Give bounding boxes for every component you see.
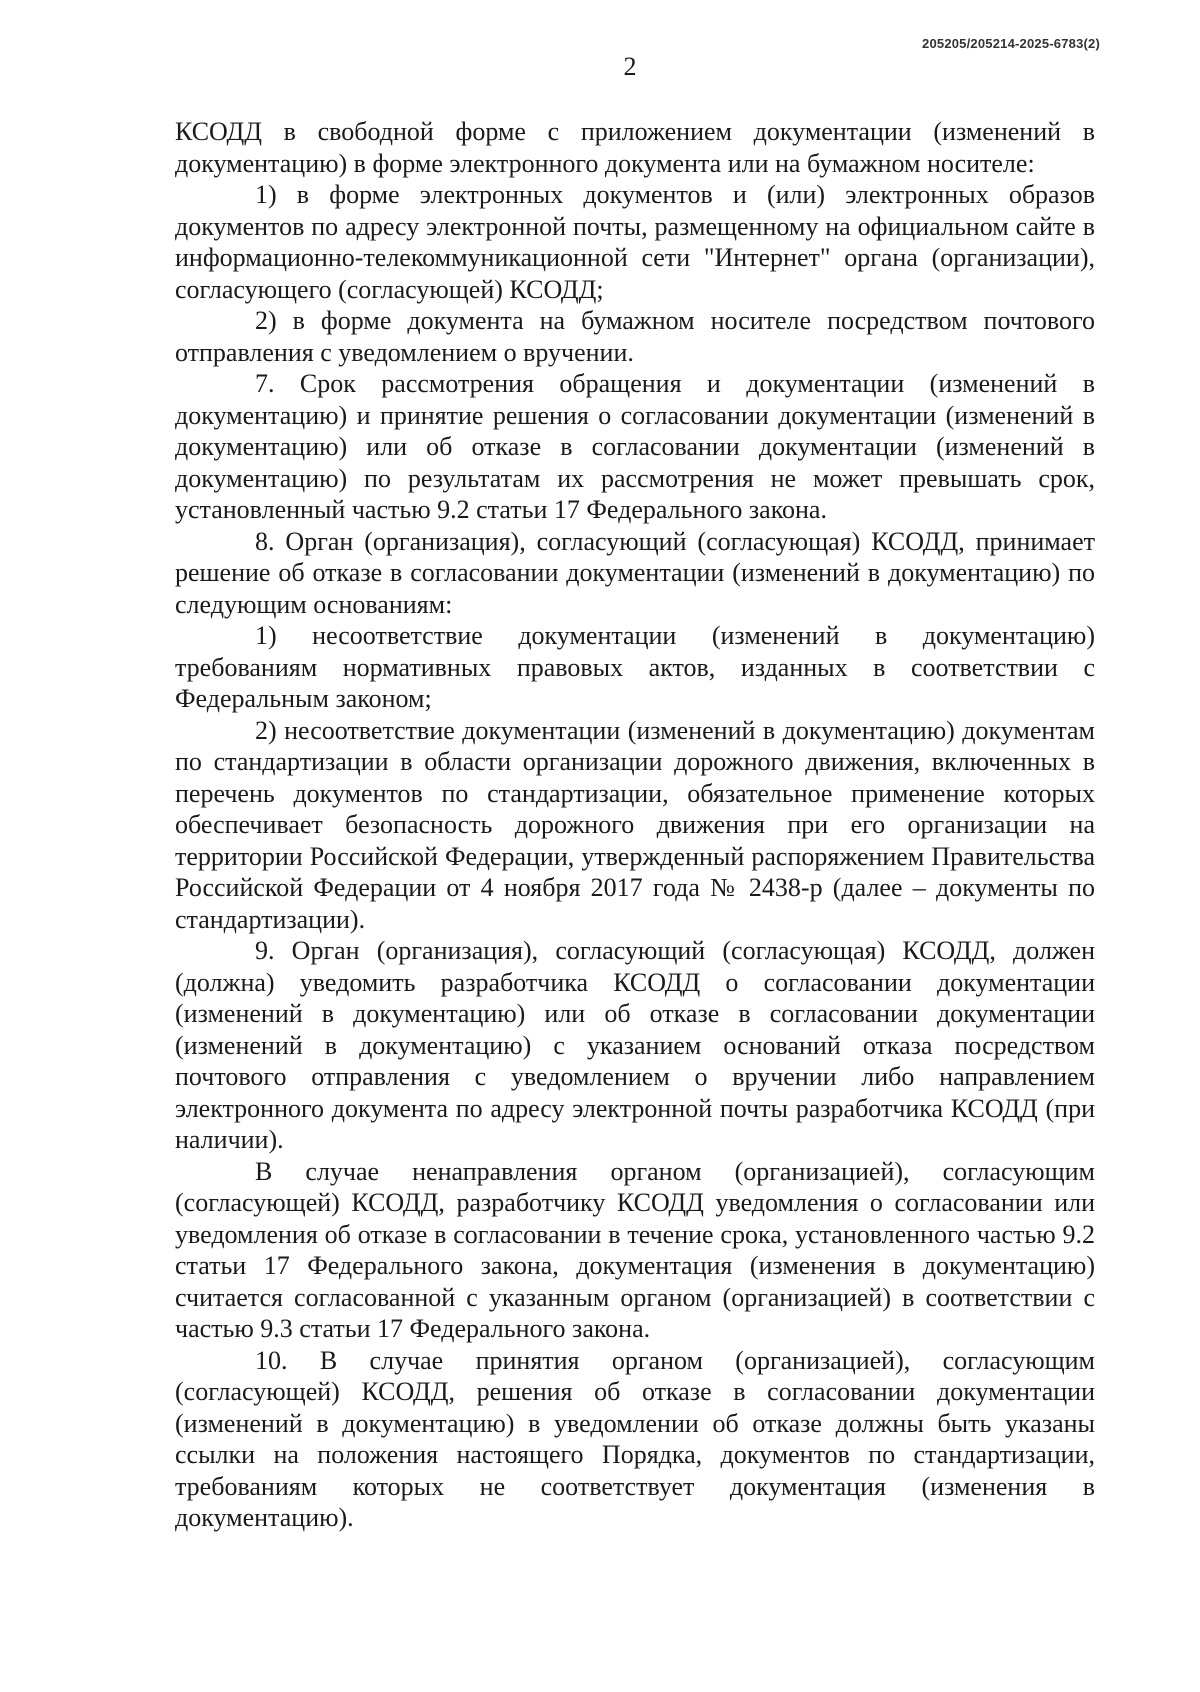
paragraph-9-notification: 9. Орган (организация), согласующий (согласующая) КСОДД, должен (должна) уведомить разработчика КСОДД о согласовании документации (изменений в документацию) или об отказе в согласовании документации (изменений в документацию) с указанием оснований отказа посредством почтового отправления с уведомлением о вручении либо направлением электронного документа по адресу электронной почты разработчика КСОДД (при наличии).: [175, 936, 1095, 1154]
paragraph-continuation: КСОДД в свободной форме с приложением документации (изменений в документацию) в форме электронного документа или на бумажном носителе:: [175, 117, 1095, 178]
paragraph-8-refusal-grounds: 8. Орган (организация), согласующий (согласующая) КСОДД, принимает решение об отказе в согласовании документации (изменений в документацию) по следующим основаниям:: [175, 526, 1095, 619]
document-id: 205205/205214-2025-6783(2): [922, 36, 1100, 51]
paragraph-ground-1: 1) несоответствие документации (изменений в документацию) требованиям нормативных правовых актов, изданных в соответствии с Федеральным законом;: [175, 621, 1095, 713]
paragraph-7-review-term: 7. Срок рассмотрения обращения и документации (изменений в документацию) и принятие решения о согласовании документации (изменений в документацию) или об отказе в согласовании документации (изменений в документацию) по результатам их рассмотрения не может превышать срок, установленный частью 9.2 статьи 17 Федерального закона.: [175, 369, 1095, 524]
document-body: [175, 116, 1095, 1534]
paragraph-non-notification: В случае ненаправления органом (организацией), согласующим (согласующей) КСОДД, разработчику КСОДД уведомления о согласовании или уведомления об отказе в согласовании в течение срока, установленного частью 9.2 статьи 17 Федерального закона, документация (изменения в документацию) считается согласованной с указанным органом (организацией) в соответствии с частью 9.3 статьи 17 Федерального закона.: [175, 1156, 1095, 1343]
paragraph-item-2-paper: 2) в форме документа на бумажном носителе посредством почтового отправления с уведомлением о вручении.: [175, 306, 1095, 367]
paragraph-10-refusal-references: 10. В случае принятия органом (организацией), согласующим (согласующей) КСОДД, решения об отказе в согласовании документации (изменений в документацию) в уведомлении об отказе должны быть указаны ссылки на положения настоящего Порядка, документов по стандартизации, требованиям которых не соответствует документация (изменения в документацию).: [175, 1345, 1095, 1532]
paragraph-ground-2: 2) несоответствие документации (изменений в документацию) документам по стандартизации в области организации дорожного движения, включенных в перечень документов по стандартизации, обязательное применение которых обеспечивает безопасность дорожного движения при его организации на территории Российской Федерации, утвержденный распоряжением Правительства Российской Федерации от 4 ноября 2017 года № 2438-р (далее – документы по стандартизации).: [175, 715, 1095, 934]
page-number: 2: [623, 52, 637, 81]
paragraph-item-1-electronic: 1) в форме электронных документов и (или) электронных образов документов по адресу электронной почты, размещенному на официальном сайте в информационно-телекоммуникационной сети "Интернет" органа (организации), согласующего (согласующей) КСОДД;: [175, 180, 1095, 304]
